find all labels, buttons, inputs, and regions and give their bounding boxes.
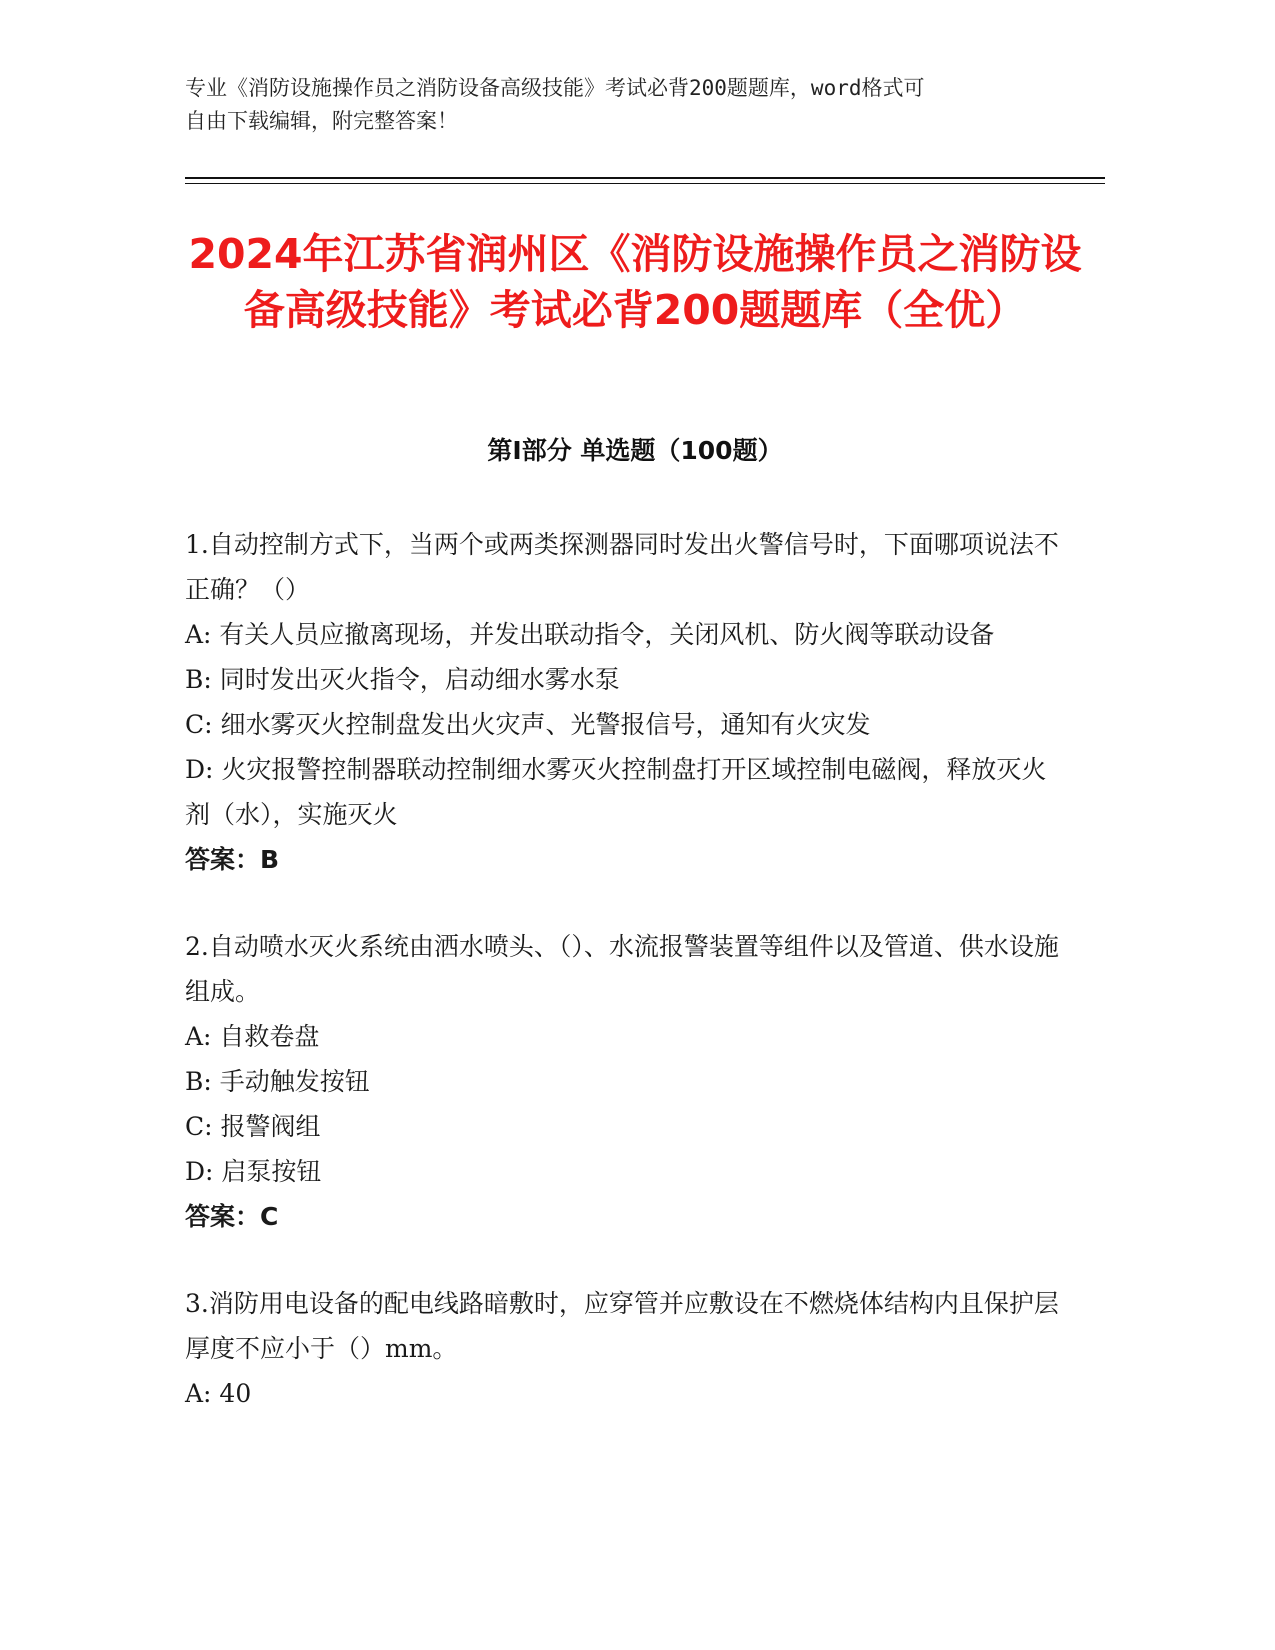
answer-label: 答案：C — [185, 1202, 279, 1231]
document-header — [185, 72, 1065, 138]
header-line-2: 自由下载编辑，附完整答案！ — [185, 109, 458, 133]
header-divider-thin — [185, 183, 1105, 184]
question-list — [185, 522, 1065, 1458]
header-divider-thick — [185, 177, 1105, 179]
question-stem: 2.自动喷水灭火系统由洒水喷头、（）、水流报警装置等组件以及管道、供水设施组成。 — [185, 932, 1059, 1006]
question-1 — [185, 522, 1065, 882]
option-c: C: 细水雾灭火控制盘发出火灾声、光警报信号，通知有火灾发 — [185, 710, 871, 739]
option-a: A: 有关人员应撤离现场，并发出联动指令，关闭风机、防火阀等联动设备 — [185, 620, 995, 649]
question-stem: 3.消防用电设备的配电线路暗敷时，应穿管并应敷设在不燃烧体结构内且保护层厚度不应小于（）mm。 — [185, 1289, 1059, 1363]
question-stem: 1.自动控制方式下，当两个或两类探测器同时发出火警信号时，下面哪项说法不正确？（） — [185, 530, 1059, 604]
option-b: B: 同时发出灭火指令，启动细水雾水泵 — [185, 665, 620, 694]
option-d: D: 启泵按钮 — [185, 1157, 322, 1186]
option-a: A: 40 — [185, 1379, 252, 1408]
option-a: A: 自救卷盘 — [185, 1022, 320, 1051]
document-title: 2024年江苏省润州区《消防设施操作员之消防设备高级技能》考试必背200题题库（全优） — [188, 230, 1082, 334]
question-2 — [185, 924, 1065, 1239]
header-line-1: 专业《消防设施操作员之消防设备高级技能》考试必背200题题库，word格式可 — [185, 76, 925, 100]
option-d: D: 火灾报警控制器联动控制细水雾灭火控制盘打开区域控制电磁阀，释放灭火剂（水），实施灭火 — [185, 755, 1047, 829]
answer-label: 答案：B — [185, 845, 280, 874]
section-heading: 第Ⅰ部分 单选题（100题） — [487, 436, 783, 465]
option-b: B: 手动触发按钮 — [185, 1067, 370, 1096]
option-c: C: 报警阀组 — [185, 1112, 321, 1141]
question-3 — [185, 1281, 1065, 1416]
